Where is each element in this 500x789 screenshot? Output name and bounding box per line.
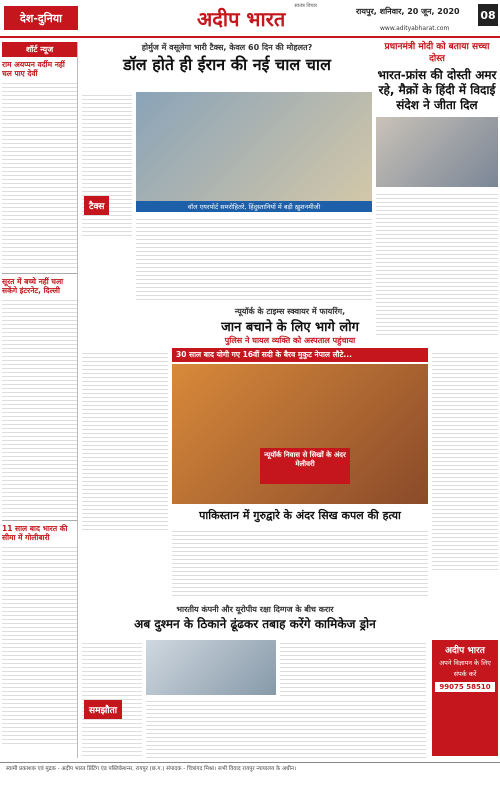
website-url[interactable]: www.adityabharat.com (380, 25, 450, 32)
middle-tag: न्यूयॉर्क निवास से सिखों के अंदर मेलीवरी (260, 448, 350, 484)
page-number: 08 (478, 4, 498, 26)
middle-body (82, 350, 168, 530)
dateline: रायपुर, शनिवार, 20 जून, 2020 (356, 7, 460, 16)
bottom-body-continued (146, 698, 426, 758)
brief-body (2, 80, 77, 270)
right-kicker: प्रधानमंत्री मोदी को बताया सच्चा दोस्त (384, 42, 490, 64)
middle-kicker: न्यूयॉर्क के टाइम्स स्क्वायर में फायरिंग, (234, 307, 346, 316)
advertisement[interactable] (432, 640, 498, 756)
brief-title: राम अयप्पन वर्दीम नहीं चल पाए देवीं (2, 60, 65, 78)
pakistan-body (172, 528, 428, 598)
lead-body-continued (136, 216, 372, 300)
brief-title: सूरत में बच्चे नहीं चला सकेंगे इंटरनेट, दिल्ली (2, 277, 64, 295)
photo-caption: वॉल एयरपोर्ट समरोहितरे, हिंदुस्तानियों में बड़ी ख़ुशनमीजी (136, 201, 372, 212)
brief-body (2, 544, 77, 744)
logo-tagline: स्वतंत्र विचार (294, 3, 317, 9)
logo-text: अदीप भारत (197, 6, 286, 31)
brief-body (2, 297, 77, 517)
port-photo (136, 92, 372, 212)
brief-title: 11 साल बाद भारत की सीमा में गोलीबारी (2, 524, 68, 542)
leaders-photo (376, 117, 498, 187)
news-banner: 30 साल बाद योगी गए 16वीं सदी के बैरव मुकुट नेपाल लौटे... (172, 348, 428, 362)
ad-phone: 99075 58510 (435, 682, 495, 692)
ad-line: संपर्क करें (453, 670, 477, 678)
bottom-body-right (280, 640, 426, 696)
short-news-heading: शॉर्ट न्यूज (2, 42, 77, 57)
right-headline: भारत-फ्रांस की दोस्ती अमर रहे, मैक्रों के हिंदी में विदाई संदेश ने जीता दिल (377, 68, 497, 113)
masthead (0, 0, 500, 38)
lead-body (82, 92, 132, 237)
bottom-headline: अब दुश्मन के ठिकाने ढूंढकर तबाह करेंगे कामिकेज ड्रोन (134, 617, 376, 631)
newspaper-logo (197, 3, 317, 33)
drone-photo (146, 640, 276, 695)
bottom-kicker: भारतीय कंपनी और यूरोपीय रक्षा दिग्गज के बीच करार (176, 605, 334, 614)
divider (2, 273, 77, 274)
short-news-column (2, 42, 78, 758)
imprint-footer: स्वामी प्रकाशक एवं मुद्रक - अदीप भारत प्रिंटिंग एंड पब्लिकेशन्स, रायपुर (छ.ग.) संपादक - चित्रांगद मिश्रा। सभी विवाद रायपुर न्यायालय के अधीन। (0, 762, 500, 789)
ad-title: अदीप भारत (445, 646, 485, 656)
lead-kicker: होर्मुज में वसूलेगा भारी टैक्स, केवल 60 दिन की मोहलत? (141, 43, 313, 52)
section-tag: देश-दुनिया (4, 6, 78, 30)
middle-story-head (82, 306, 498, 346)
right-story (376, 42, 498, 336)
bottom-tag: समझौता (84, 700, 122, 719)
pakistan-headline: पाकिस्तान में गुरुद्वारे के अंदर सिख कपल की हत्या (199, 509, 401, 522)
lead-headline: डॉल होते ही ईरान की नई चाल चाल (123, 55, 331, 74)
divider (2, 520, 77, 521)
lead-tag: टैक्स (84, 196, 109, 215)
bottom-body (82, 640, 142, 758)
ad-line: अपने विज्ञापन के लिए (439, 659, 491, 667)
middle-subhead: पुलिस ने घायल व्यक्ति को अस्पताल पहुंचाया (224, 336, 356, 345)
lead-story (82, 42, 372, 76)
middle-headline: जान बचाने के लिए भागे लोग (221, 320, 359, 335)
side-body (432, 350, 498, 570)
bottom-story-head (82, 604, 428, 632)
